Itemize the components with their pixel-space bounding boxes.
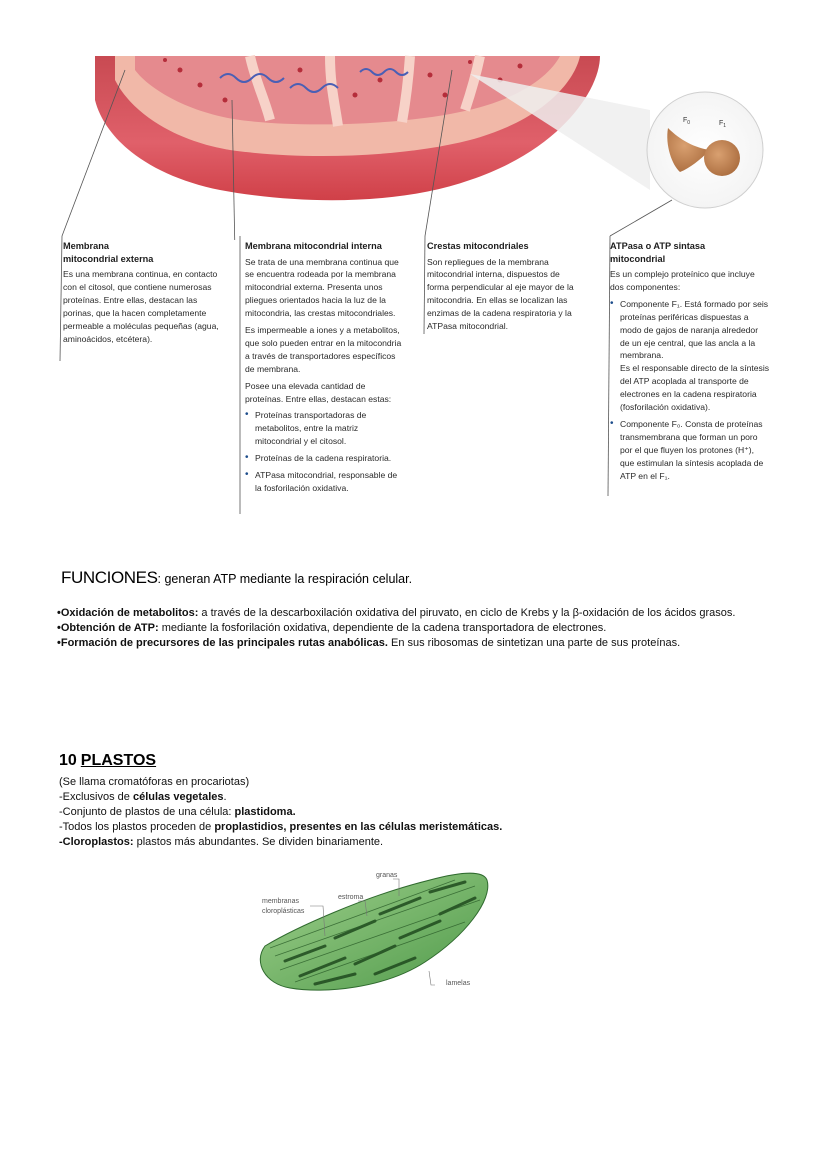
label-membranas-line2: cloroplásticas: [262, 908, 305, 915]
plastos-line: (Se llama cromatóforas en procariotas): [59, 776, 250, 788]
atpasa-f1-text: • Componente F₁. Está formado por seis proteínas periféricas dispuestas a modo de gajos de naranja alrededor de un eje central, que las ancla a la membrana.: [620, 298, 769, 361]
f0-subscript: 0: [687, 120, 691, 126]
funciones-item-text: En sus ribosomas de sintetizan una parte de sus proteínas.: [387, 637, 681, 649]
plastos-line: [59, 790, 227, 805]
f0-label: F: [683, 117, 688, 124]
f1-label: F: [719, 120, 724, 127]
funciones-item: [57, 621, 606, 636]
plastos-line-bold: proplastidios, presentes en las células meristemáticas.: [214, 821, 503, 833]
atpasa-intro: Es un complejo proteínico que incluye dos componentes:: [610, 269, 755, 292]
atpasa-bullet-list: [610, 298, 770, 483]
atpasa-f1-extra: Es el responsable directo de la síntesis del ATP acoplada al transporte de electrones en la cadena respiratoria (fosforilación oxidativa).: [620, 363, 770, 413]
plastos-line-text: plastos más abundantes. Se dividen binariamente.: [133, 836, 384, 848]
plastos-line: [59, 820, 502, 835]
label-lamelas: lamelas: [446, 980, 471, 987]
crestas-title: Crestas mitocondriales: [427, 241, 529, 251]
funciones-item: [57, 606, 735, 621]
plastos-line-text: -Conjunto de plastos de una célula:: [59, 806, 235, 818]
plastos-heading: [59, 752, 156, 770]
interna-bullet: • Proteínas transportadoras de metabolitos, entre la matriz mitocondrial y el citosol.: [245, 409, 403, 448]
externa-body: Es una membrana continua, en contacto con el citosol, que contiene numerosas proteínas. Entre ellas, destacan las porinas, que la hacen completamente permeable a moléculas pequeñas (agua, aminoácidos, etcétera).: [63, 269, 219, 344]
plastos-line: [59, 805, 296, 820]
interna-bullet-list: [245, 409, 403, 494]
plastos-line: [59, 835, 383, 850]
chloroplast-illustration: [255, 866, 495, 994]
interna-bullet: • ATPasa mitocondrial, responsable de la fosforilación oxidativa.: [245, 469, 403, 495]
externa-title-line2: mitocondrial externa: [63, 253, 154, 264]
atpasa-title-line1: ATPasa o ATP sintasa: [610, 241, 706, 251]
atpasa-title-line2: mitocondrial: [610, 253, 666, 264]
f1-subscript: 1: [723, 123, 727, 129]
interna-p1: Se trata de una membrana continua que se encuentra rodeada por la membrana mitocondrial externa. Presenta unos pliegues orientados hacia la luz de la mitocondria, las crestas mitocondriales.: [245, 256, 399, 319]
atpasa-title: [610, 240, 770, 265]
funciones-heading: [61, 568, 412, 588]
plastos-line-text: .: [223, 791, 227, 803]
plastos-line-bold: -Cloroplastos:: [59, 836, 134, 848]
interna-p3: Posee una elevada cantidad de proteínas. Entre ellas, destacan estas:: [245, 380, 392, 404]
interna-p2: Es impermeable a iones y a metabolitos, que solo pueden entrar en la mitocondria a través de transportadores específicos de membrana.: [245, 325, 402, 374]
column-membrana-externa: [63, 240, 223, 349]
plastos-line-text: -Exclusivos de: [59, 791, 133, 803]
plastos-line-bold: plastidoma.: [234, 806, 296, 818]
funciones-item-bold: •Oxidación de metabolitos:: [57, 607, 199, 619]
plastos-line-text: -Todos los plastos proceden de: [59, 821, 215, 833]
interna-bullet: • Proteínas de la cadena respiratoria.: [245, 452, 403, 465]
mitochondria-illustration: [0, 0, 828, 240]
funciones-heading-rest: : generan ATP mediante la respiración celular.: [157, 572, 413, 586]
funciones-item-text: mediante la fosforilación oxidativa, dependiente de la cadena transportadora de electrones.: [158, 622, 607, 634]
plastos-number: 10: [59, 752, 77, 769]
atpasa-bullet-f0: • Componente F₀. Consta de proteínas transmembrana que forman un poro por el que fluyen los protones (H⁺), que estimulan la síntesis acoplada de ATP en el F₁.: [610, 418, 770, 483]
plastos-title: PLASTOS: [80, 752, 157, 769]
funciones-item-bold: •Formación de precursores de las principales rutas anabólicas.: [57, 637, 388, 649]
chloroplast-body: [260, 873, 487, 990]
column-membrana-interna: [245, 240, 403, 499]
label-granas: granas: [376, 872, 398, 879]
funciones-item-text: a través de la descarboxilación oxidativa del piruvato, en ciclo de Krebs y la β-oxidación de los ácidos grasos.: [198, 607, 736, 619]
column-crestas: [427, 240, 582, 337]
interna-title: Membrana mitocondrial interna: [245, 241, 382, 251]
label-membranas-cloroplasticas: [262, 897, 304, 917]
label-estroma: estroma: [338, 894, 364, 901]
plastos-line-bold: células vegetales: [132, 791, 224, 803]
column-atpasa: [610, 240, 770, 487]
funciones-heading-title: FUNCIONES: [61, 568, 158, 587]
externa-title: [63, 240, 223, 265]
atpasa-bullet-f1: [610, 298, 770, 414]
externa-title-line1: Membrana: [63, 241, 109, 251]
label-membranas-line1: membranas: [262, 898, 299, 905]
funciones-item-bold: •Obtención de ATP:: [57, 622, 159, 634]
funciones-item: [57, 636, 680, 651]
crestas-body: Son repliegues de la membrana mitocondrial interna, dispuestos de forma perpendicular al eje mayor de la mitocondria. En ellas se localizan las enzimas de la cadena respiratoria y la ATPasa mitocondrial.: [427, 256, 574, 332]
